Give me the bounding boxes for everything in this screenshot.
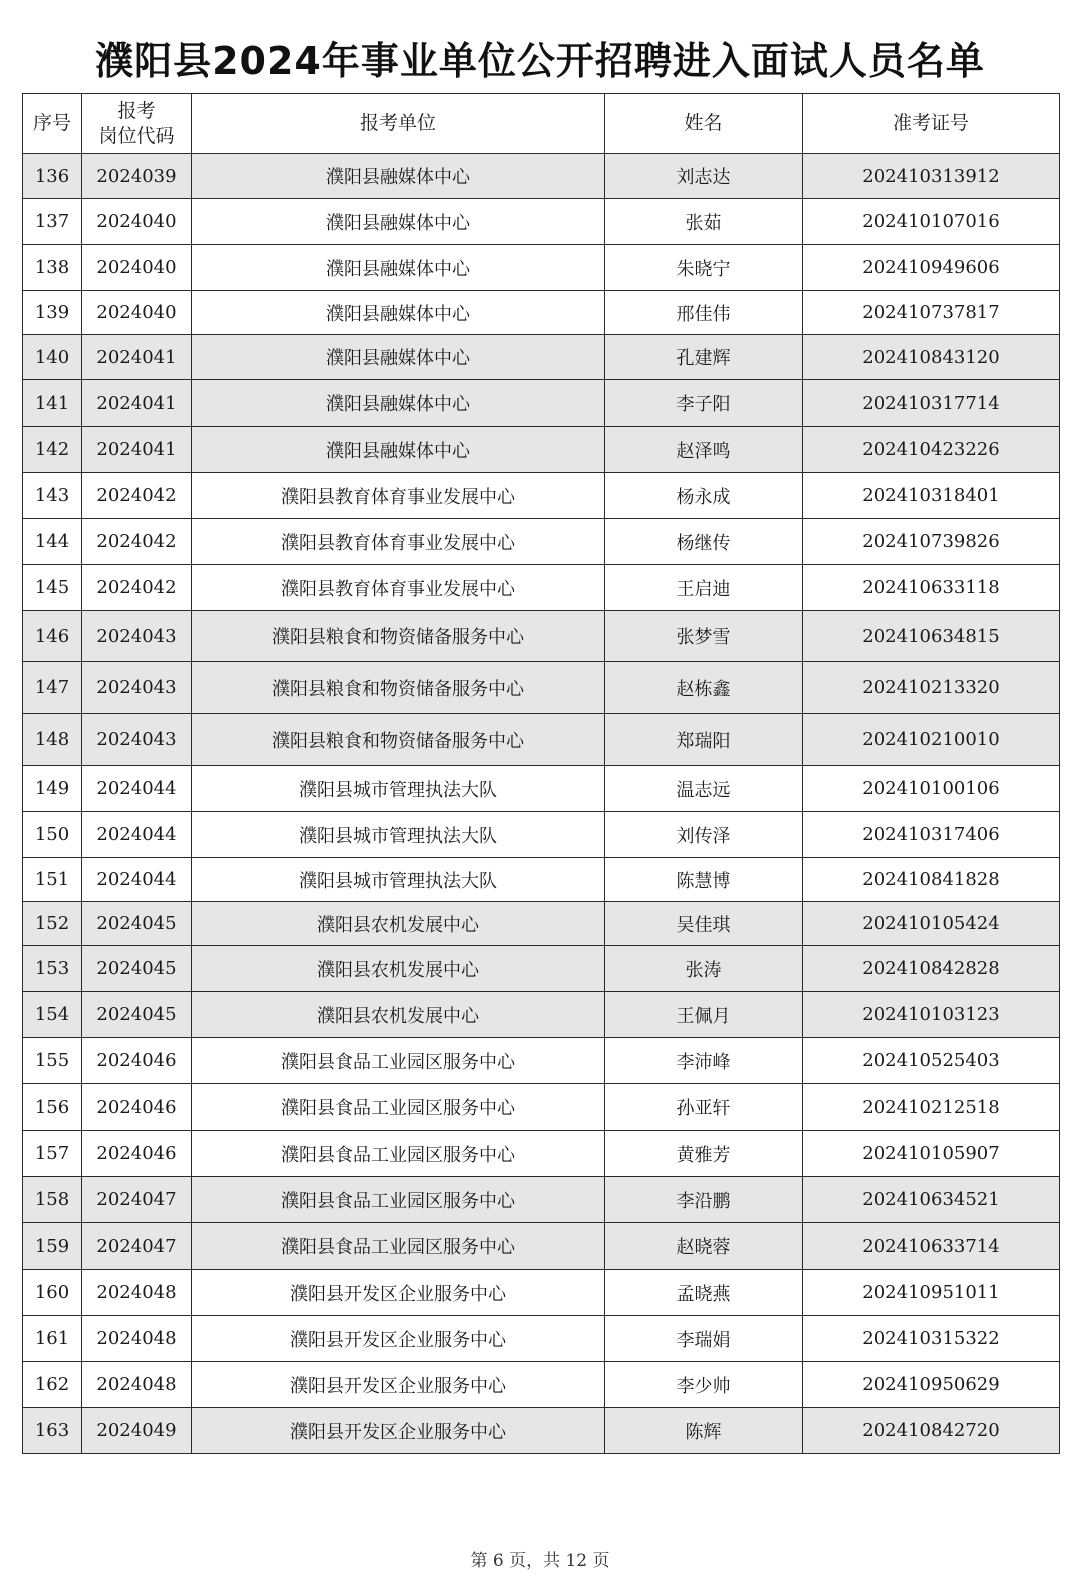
cell-unit: 濮阳县融媒体中心 <box>192 245 605 291</box>
cell-unit: 濮阳县开发区企业服务中心 <box>192 1270 605 1316</box>
candidate-table <box>22 93 1060 1454</box>
cell-exam-no: 202410103123 <box>803 992 1060 1038</box>
cell-position-code: 2024041 <box>82 380 192 427</box>
table-row <box>23 473 1060 519</box>
cell-seq: 157 <box>23 1131 82 1177</box>
cell-unit: 濮阳县城市管理执法大队 <box>192 812 605 858</box>
cell-seq: 146 <box>23 611 82 662</box>
cell-position-code: 2024049 <box>82 1408 192 1454</box>
cell-position-code: 2024040 <box>82 245 192 291</box>
header-exam-no: 准考证号 <box>803 94 1060 154</box>
cell-exam-no: 202410633714 <box>803 1223 1060 1270</box>
table-row <box>23 714 1060 766</box>
cell-position-code: 2024048 <box>82 1362 192 1408</box>
cell-position-code: 2024044 <box>82 766 192 812</box>
cell-seq: 145 <box>23 565 82 611</box>
table-header <box>23 94 1060 154</box>
cell-position-code: 2024042 <box>82 565 192 611</box>
cell-unit: 濮阳县食品工业园区服务中心 <box>192 1177 605 1223</box>
cell-position-code: 2024046 <box>82 1131 192 1177</box>
cell-position-code: 2024045 <box>82 946 192 992</box>
cell-exam-no: 202410423226 <box>803 427 1060 473</box>
cell-position-code: 2024044 <box>82 812 192 858</box>
cell-exam-no: 202410949606 <box>803 245 1060 291</box>
cell-name: 陈辉 <box>605 1408 803 1454</box>
table-row <box>23 291 1060 335</box>
cell-exam-no: 202410107016 <box>803 199 1060 245</box>
cell-unit: 濮阳县融媒体中心 <box>192 199 605 245</box>
cell-unit: 濮阳县食品工业园区服务中心 <box>192 1038 605 1084</box>
table-row <box>23 380 1060 427</box>
cell-exam-no: 202410951011 <box>803 1270 1060 1316</box>
cell-exam-no: 202410212518 <box>803 1084 1060 1131</box>
cell-unit: 濮阳县食品工业园区服务中心 <box>192 1131 605 1177</box>
cell-unit: 濮阳县食品工业园区服务中心 <box>192 1084 605 1131</box>
cell-seq: 144 <box>23 519 82 565</box>
cell-name: 王佩月 <box>605 992 803 1038</box>
cell-name: 张梦雪 <box>605 611 803 662</box>
cell-position-code: 2024040 <box>82 291 192 335</box>
cell-position-code: 2024048 <box>82 1316 192 1362</box>
cell-position-code: 2024047 <box>82 1223 192 1270</box>
cell-position-code: 2024048 <box>82 1270 192 1316</box>
table-row <box>23 1131 1060 1177</box>
cell-unit: 濮阳县粮食和物资储备服务中心 <box>192 611 605 662</box>
cell-name: 李少帅 <box>605 1362 803 1408</box>
cell-name: 赵晓蓉 <box>605 1223 803 1270</box>
cell-unit: 濮阳县农机发展中心 <box>192 992 605 1038</box>
header-position-code <box>82 94 192 154</box>
cell-unit: 濮阳县融媒体中心 <box>192 291 605 335</box>
cell-unit: 濮阳县粮食和物资储备服务中心 <box>192 714 605 766</box>
cell-exam-no: 202410315322 <box>803 1316 1060 1362</box>
cell-position-code: 2024047 <box>82 1177 192 1223</box>
cell-unit: 濮阳县食品工业园区服务中心 <box>192 1223 605 1270</box>
cell-name: 杨继传 <box>605 519 803 565</box>
cell-exam-no: 202410843120 <box>803 335 1060 380</box>
cell-position-code: 2024046 <box>82 1038 192 1084</box>
cell-unit: 濮阳县融媒体中心 <box>192 335 605 380</box>
cell-name: 刘志达 <box>605 154 803 199</box>
table-row <box>23 519 1060 565</box>
table-row <box>23 335 1060 380</box>
cell-unit: 濮阳县开发区企业服务中心 <box>192 1316 605 1362</box>
cell-unit: 濮阳县开发区企业服务中心 <box>192 1362 605 1408</box>
cell-name: 李瑞娟 <box>605 1316 803 1362</box>
table-row <box>23 992 1060 1038</box>
cell-position-code: 2024043 <box>82 611 192 662</box>
cell-unit: 濮阳县粮食和物资储备服务中心 <box>192 662 605 714</box>
cell-name: 张茹 <box>605 199 803 245</box>
cell-name: 刘传泽 <box>605 812 803 858</box>
cell-exam-no: 202410842828 <box>803 946 1060 992</box>
cell-position-code: 2024043 <box>82 714 192 766</box>
header-unit: 报考单位 <box>192 94 605 154</box>
page-title: 濮阳县2024年事业单位公开招聘进入面试人员名单 <box>95 39 985 83</box>
cell-position-code: 2024046 <box>82 1084 192 1131</box>
cell-unit: 濮阳县农机发展中心 <box>192 902 605 946</box>
table-row <box>23 812 1060 858</box>
cell-seq: 160 <box>23 1270 82 1316</box>
cell-seq: 158 <box>23 1177 82 1223</box>
header-code-line2: 岗位代码 <box>98 124 175 147</box>
cell-name: 李子阳 <box>605 380 803 427</box>
cell-name: 孟晓燕 <box>605 1270 803 1316</box>
cell-name: 孙亚轩 <box>605 1084 803 1131</box>
header-code-line1: 报考 <box>117 99 156 122</box>
table-row <box>23 946 1060 992</box>
cell-seq: 156 <box>23 1084 82 1131</box>
table-body <box>23 154 1060 1454</box>
cell-exam-no: 202410950629 <box>803 1362 1060 1408</box>
header-seq: 序号 <box>23 94 82 154</box>
cell-position-code: 2024042 <box>82 519 192 565</box>
cell-position-code: 2024041 <box>82 427 192 473</box>
cell-exam-no: 202410313912 <box>803 154 1060 199</box>
table-row <box>23 1362 1060 1408</box>
cell-unit: 濮阳县城市管理执法大队 <box>192 858 605 902</box>
cell-exam-no: 202410105424 <box>803 902 1060 946</box>
cell-seq: 142 <box>23 427 82 473</box>
cell-unit: 濮阳县融媒体中心 <box>192 154 605 199</box>
cell-exam-no: 202410100106 <box>803 766 1060 812</box>
table-row <box>23 611 1060 662</box>
cell-seq: 151 <box>23 858 82 902</box>
table-row <box>23 1270 1060 1316</box>
cell-name: 郑瑞阳 <box>605 714 803 766</box>
cell-name: 吴佳琪 <box>605 902 803 946</box>
table-row <box>23 1038 1060 1084</box>
table-row <box>23 199 1060 245</box>
cell-name: 李沛峰 <box>605 1038 803 1084</box>
table-row <box>23 565 1060 611</box>
cell-exam-no: 202410318401 <box>803 473 1060 519</box>
cell-name: 孔建辉 <box>605 335 803 380</box>
cell-position-code: 2024045 <box>82 992 192 1038</box>
table-row <box>23 154 1060 199</box>
cell-exam-no: 202410842720 <box>803 1408 1060 1454</box>
cell-exam-no: 202410633118 <box>803 565 1060 611</box>
cell-exam-no: 202410737817 <box>803 291 1060 335</box>
cell-seq: 150 <box>23 812 82 858</box>
cell-unit: 濮阳县融媒体中心 <box>192 380 605 427</box>
cell-seq: 163 <box>23 1408 82 1454</box>
cell-exam-no: 202410634521 <box>803 1177 1060 1223</box>
cell-unit: 濮阳县城市管理执法大队 <box>192 766 605 812</box>
table-row <box>23 902 1060 946</box>
table-row <box>23 1223 1060 1270</box>
cell-seq: 152 <box>23 902 82 946</box>
cell-name: 温志远 <box>605 766 803 812</box>
table-row <box>23 427 1060 473</box>
table-row <box>23 766 1060 812</box>
cell-name: 张涛 <box>605 946 803 992</box>
cell-name: 邢佳伟 <box>605 291 803 335</box>
table-row <box>23 1408 1060 1454</box>
cell-seq: 153 <box>23 946 82 992</box>
cell-seq: 138 <box>23 245 82 291</box>
cell-position-code: 2024040 <box>82 199 192 245</box>
cell-seq: 140 <box>23 335 82 380</box>
cell-position-code: 2024043 <box>82 662 192 714</box>
header-name: 姓名 <box>605 94 803 154</box>
cell-seq: 139 <box>23 291 82 335</box>
cell-seq: 137 <box>23 199 82 245</box>
cell-exam-no: 202410317406 <box>803 812 1060 858</box>
cell-name: 杨永成 <box>605 473 803 519</box>
cell-seq: 149 <box>23 766 82 812</box>
cell-name: 朱晓宁 <box>605 245 803 291</box>
cell-position-code: 2024039 <box>82 154 192 199</box>
table-row <box>23 1084 1060 1131</box>
cell-exam-no: 202410213320 <box>803 662 1060 714</box>
cell-exam-no: 202410105907 <box>803 1131 1060 1177</box>
cell-exam-no: 202410841828 <box>803 858 1060 902</box>
cell-name: 赵栋鑫 <box>605 662 803 714</box>
cell-seq: 162 <box>23 1362 82 1408</box>
cell-unit: 濮阳县农机发展中心 <box>192 946 605 992</box>
header-row <box>23 94 1060 154</box>
cell-seq: 161 <box>23 1316 82 1362</box>
cell-exam-no: 202410210010 <box>803 714 1060 766</box>
table-row <box>23 1316 1060 1362</box>
cell-seq: 141 <box>23 380 82 427</box>
cell-exam-no: 202410739826 <box>803 519 1060 565</box>
cell-name: 李沿鹏 <box>605 1177 803 1223</box>
cell-seq: 136 <box>23 154 82 199</box>
cell-unit: 濮阳县教育体育事业发展中心 <box>192 473 605 519</box>
table-row <box>23 858 1060 902</box>
cell-unit: 濮阳县教育体育事业发展中心 <box>192 565 605 611</box>
table-row <box>23 662 1060 714</box>
cell-exam-no: 202410525403 <box>803 1038 1060 1084</box>
cell-name: 赵泽鸣 <box>605 427 803 473</box>
cell-seq: 147 <box>23 662 82 714</box>
cell-unit: 濮阳县教育体育事业发展中心 <box>192 519 605 565</box>
cell-name: 黄雅芳 <box>605 1131 803 1177</box>
cell-position-code: 2024042 <box>82 473 192 519</box>
cell-exam-no: 202410317714 <box>803 380 1060 427</box>
table-row <box>23 245 1060 291</box>
cell-seq: 148 <box>23 714 82 766</box>
cell-seq: 159 <box>23 1223 82 1270</box>
cell-name: 陈慧博 <box>605 858 803 902</box>
cell-name: 王启迪 <box>605 565 803 611</box>
table-row <box>23 1177 1060 1223</box>
cell-seq: 143 <box>23 473 82 519</box>
cell-position-code: 2024044 <box>82 858 192 902</box>
cell-seq: 155 <box>23 1038 82 1084</box>
cell-unit: 濮阳县开发区企业服务中心 <box>192 1408 605 1454</box>
cell-position-code: 2024041 <box>82 335 192 380</box>
cell-unit: 濮阳县融媒体中心 <box>192 427 605 473</box>
cell-position-code: 2024045 <box>82 902 192 946</box>
cell-exam-no: 202410634815 <box>803 611 1060 662</box>
cell-seq: 154 <box>23 992 82 1038</box>
page-footer: 第 6 页，共 12 页 <box>470 1551 610 1571</box>
